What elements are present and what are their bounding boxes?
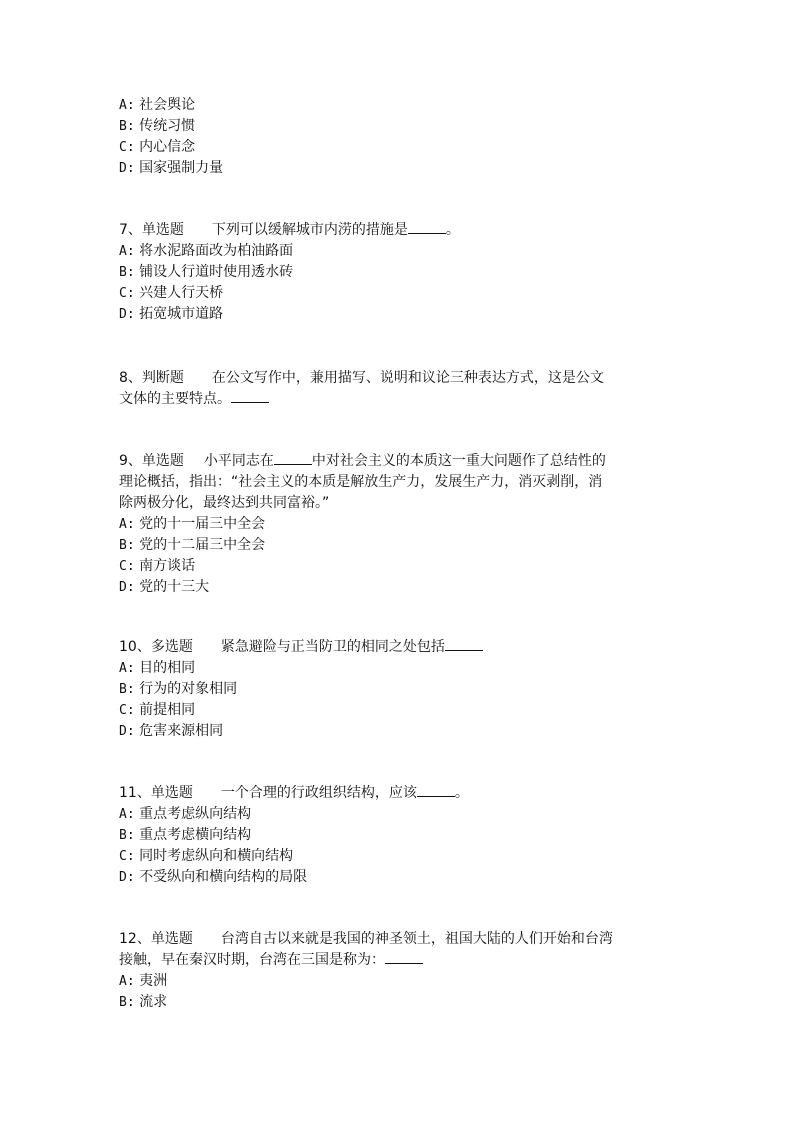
option-label: B: — [119, 682, 135, 697]
option-label: A: — [119, 661, 135, 676]
option-c — [119, 283, 679, 304]
option-label: A: — [119, 244, 135, 259]
option-text: 铺设人行道时使用透水砖 — [139, 264, 294, 280]
option-a — [119, 804, 679, 825]
option-text: 将水泥路面改为柏油路面 — [139, 243, 294, 259]
question-number: 7、单选题 — [119, 222, 184, 238]
question-10 — [119, 637, 679, 742]
option-label: B: — [119, 265, 135, 280]
option-d — [119, 158, 679, 179]
option-text: 行为的对象相同 — [139, 681, 238, 697]
question-number: 8、判断题 — [119, 370, 184, 386]
question-number: 9、单选题 — [119, 453, 184, 469]
option-label: D: — [119, 724, 135, 739]
question-12 — [119, 929, 679, 1013]
stem-text: 接触，早在秦汉时期，台湾在三国是称为： — [119, 952, 385, 968]
option-a — [119, 971, 679, 992]
option-label: C: — [119, 703, 135, 718]
option-label: C: — [119, 559, 135, 574]
stem-text: 除两极分化，最终达到共同富裕。” — [119, 495, 330, 511]
stem-text: 在公文写作中，兼用描写、说明和议论三种表达方式，这是公文 — [211, 370, 604, 386]
option-text: 同时考虑纵向和横向结构 — [139, 848, 294, 864]
option-a — [119, 514, 679, 535]
stem-text: 一个合理的行政组织结构，应该 — [220, 785, 417, 801]
answer-blank — [417, 784, 455, 797]
option-text: 党的十二届三中全会 — [139, 537, 266, 553]
option-text: 重点考虑横向结构 — [139, 827, 252, 843]
option-c — [119, 846, 679, 867]
option-label: B: — [119, 538, 135, 553]
option-label: C: — [119, 849, 135, 864]
answer-blank — [445, 638, 483, 651]
question-stem-continued — [119, 493, 679, 514]
question-number: 11、单选题 — [119, 785, 193, 801]
option-label: C: — [119, 140, 135, 155]
option-text: 党的十一届三中全会 — [139, 516, 266, 532]
stem-text: 小平同志在 — [203, 453, 274, 469]
option-label: C: — [119, 286, 135, 301]
option-c — [119, 137, 679, 158]
stem-text: 文体的主要特点。 — [119, 391, 231, 407]
option-d — [119, 577, 679, 598]
option-a — [119, 241, 679, 262]
stem-text: 台湾自古以来就是我国的神圣领土，祖国大陆的人们开始和台湾 — [220, 931, 613, 947]
option-text: 流求 — [139, 994, 168, 1010]
question-stem-continued — [119, 389, 679, 410]
option-text: 危害来源相同 — [139, 723, 224, 739]
option-text: 前提相同 — [139, 702, 196, 718]
option-text: 社会舆论 — [139, 97, 196, 113]
option-label: D: — [119, 307, 135, 322]
stem-text: 紧急避险与正当防卫的相同之处包括 — [220, 639, 445, 655]
option-b — [119, 825, 679, 846]
option-b — [119, 262, 679, 283]
option-label: B: — [119, 119, 135, 134]
stem-text: 下列可以缓解城市内涝的措施是 — [211, 222, 408, 238]
question-7 — [119, 220, 679, 325]
option-text: 不受纵向和横向结构的局限 — [139, 869, 308, 885]
stem-text: 。 — [445, 222, 460, 238]
option-label: D: — [119, 161, 135, 176]
option-text: 目的相同 — [139, 660, 196, 676]
option-text: 内心信念 — [139, 139, 196, 155]
option-text: 兴建人行天桥 — [139, 285, 224, 301]
option-c — [119, 700, 679, 721]
option-label: D: — [119, 580, 135, 595]
option-a — [119, 658, 679, 679]
answer-blank — [408, 221, 446, 234]
question-stem-continued — [119, 472, 679, 493]
option-d — [119, 721, 679, 742]
option-text: 重点考虑纵向结构 — [139, 806, 252, 822]
question-stem — [119, 929, 679, 950]
option-label: D: — [119, 870, 135, 885]
option-a — [119, 95, 679, 116]
question-6-options — [119, 95, 679, 179]
question-stem — [119, 220, 679, 241]
option-text: 党的十三大 — [139, 579, 210, 595]
option-label: A: — [119, 974, 135, 989]
option-label: A: — [119, 807, 135, 822]
question-9 — [119, 451, 679, 598]
option-label: B: — [119, 995, 135, 1010]
option-text: 拓宽城市道路 — [139, 306, 224, 322]
stem-text: 。 — [454, 785, 469, 801]
question-stem — [119, 783, 679, 804]
question-stem — [119, 637, 679, 658]
option-text: 传统习惯 — [139, 118, 196, 134]
question-stem — [119, 368, 679, 389]
option-d — [119, 867, 679, 888]
answer-blank — [274, 452, 312, 465]
option-d — [119, 304, 679, 325]
option-text: 南方谈话 — [139, 558, 196, 574]
option-b — [119, 116, 679, 137]
option-label: A: — [119, 98, 135, 113]
option-label: A: — [119, 517, 135, 532]
question-number: 12、单选题 — [119, 931, 193, 947]
stem-text: 中对社会主义的本质这一重大问题作了总结性的 — [311, 453, 606, 469]
option-b — [119, 535, 679, 556]
question-number: 10、多选题 — [119, 639, 193, 655]
question-stem-continued — [119, 950, 679, 971]
option-b — [119, 992, 679, 1013]
option-label: B: — [119, 828, 135, 843]
option-b — [119, 679, 679, 700]
answer-blank — [385, 951, 423, 964]
answer-blank — [231, 390, 269, 403]
question-stem — [119, 451, 679, 472]
question-11 — [119, 783, 679, 888]
option-text: 夷洲 — [139, 973, 168, 989]
option-c — [119, 556, 679, 577]
stem-text: 理论概括，指出：“社会主义的本质是解放生产力，发展生产力，消灭剥削，消 — [119, 474, 603, 490]
question-8 — [119, 368, 679, 410]
option-text: 国家强制力量 — [139, 160, 224, 176]
